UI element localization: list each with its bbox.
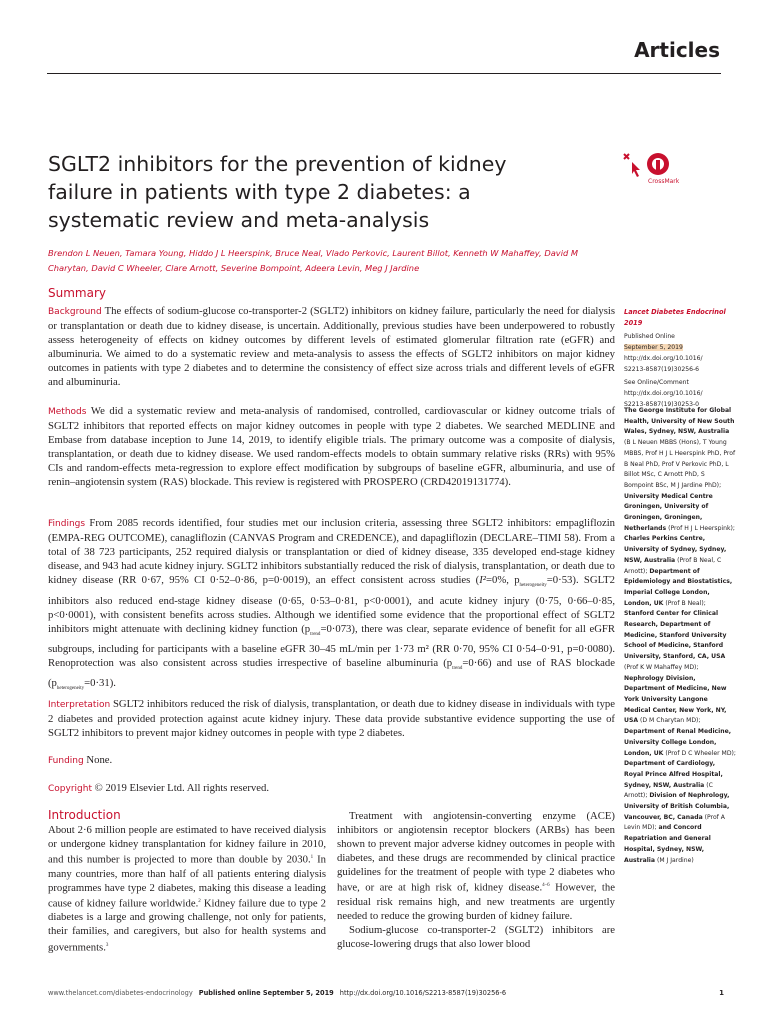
sub-heterogeneity-2: heterogeneity <box>56 686 85 692</box>
findings-text-c: =0·53). SGLT2 inhibitors also reduced end-stage kidney disease (0·65, 0·53–0·81, p<0·0001), and acute kidney injury (0·75, 0·66–0·85, p<0·0001), with consistent benefits across studies. Although we identified some evidence that the proportional effect of SGLT2 inhibitors might attenuate with declining kidney function (p <box>48 574 615 635</box>
footer-published: Published online September 5, 2019 <box>198 989 334 997</box>
page-number: 1 <box>719 989 724 997</box>
crossmark-label: CrossMark <box>648 178 680 185</box>
interpretation-label: Interpretation <box>48 700 111 710</box>
abstract-copyright <box>48 781 615 796</box>
copyright-text: © 2019 Elsevier Ltd. All rights reserved. <box>94 782 269 794</box>
findings-label: Findings <box>48 519 86 529</box>
footer-doi[interactable]: http://dx.doi.org/10.1016/S2213-8587(19)30256-6 <box>339 989 507 997</box>
intro-paragraph-2: Treatment with angiotensin-converting enzyme (ACE) inhibitors or angiotensin receptor blockers (ARBs) has been shown to prevent major adverse kidney outcomes in people with diabetes, and these drugs are recommended by clinical practice guidelines for the treatment of people with type 2 diabetes who have, or are at high risk of, kidney disease.$^{4-6}$ However, the residual risk remains high, and new treatments are urgently needed to reduce the growing burden of kidney failure. <box>337 810 615 922</box>
journal-citation: Lancet Diabetes Endocrinol 2019 <box>624 308 726 327</box>
abstract-findings <box>48 516 615 697</box>
doi-link-2[interactable]: http://dx.doi.org/10.1016/ <box>624 389 703 397</box>
background-label: Background <box>48 307 102 317</box>
sidebar-publication-info <box>624 307 736 410</box>
abstract-methods <box>48 404 615 490</box>
sidebar-affiliations <box>624 406 736 866</box>
doi-link-1b[interactable]: S2213-8587(19)30256-6 <box>624 365 700 373</box>
sub-heterogeneity: heterogeneity <box>519 583 547 589</box>
findings-text-e: =0·66) and use of RAS blockade (p <box>48 657 615 690</box>
footer-url[interactable]: www.thelancet.com/diabetes-endocrinology <box>48 989 193 997</box>
findings-text-f: =0·31). <box>84 677 116 690</box>
sub-trend: trend <box>310 631 321 637</box>
intro-paragraph-3: Sodium-glucose co-transporter-2 (SGLT2) inhibitors are glucose-lowering drugs that also lower blood <box>337 923 615 950</box>
doi-link-2b[interactable]: S2213-8587(19)30253-0 <box>624 400 700 408</box>
intro-column-left <box>48 823 326 954</box>
section-label: Articles <box>634 38 720 62</box>
affiliation-list: The George Institute for Global Health, University of New South Wales, Sydney, NSW, Australia (B L Neuen MBBS (Hons), T Young MBBS, Prof H J L Heerspink PhD, Prof B Neal PhD, Prof V Perkovic PhD, L Billot MSc, C Arnott PhD, S Bompoint BSc, M J Jardine PhD); University Medical Centre Groningen, University of Groningen, Groningen, Netherlands (Prof H J L Heerspink); Charles Perkins Centre, University of Sydney, Sydney, NSW, Australia (Prof B Neal, C Arnott); Department of Epidemiology and Biostatistics, Imperial College London, London, UK (Prof B Neal); Stanford Center for Clinical Research, Department of Medicine, Stanford University School of Medicine, Stanford University, Stanford, CA, USA (Prof K W Mahaffey MD); Nephrology Division, Department of Medicine, New York University Langone Medical Center, New York, NY, USA (D M Charytan MD); Department of Renal Medicine, University College London, London, UK (Prof D C Wheeler MD); Department of Cardiology, Royal Prince Alfred Hospital, Sydney, NSW, Australia (C Arnott); Division of Nephrology, University of British Columbia, Vancouver, BC, Canada (Prof A Levin MD); and Concord Repatriation and General Hospital, Sydney, NSW, Australia (M J Jardine) <box>624 407 736 864</box>
findings-text-a: From 2085 records identified, four studies met our inclusion criteria, assessing three SGLT2 inhibitors: empagliflozin (EMPA-REG OUTCOME), canagliflozin (CANVAS Program and CREDENCE), and dapagliflozin (DECLARE–TIMI 58). From a total of 38 723 participants, 252 required dialysis or transplantation or died of kidney disease, 335 developed end-stage kidney disease, and 943 had acute kidney injury. SGLT2 inhibitors substantially reduced the risk of dialysis, transplantation, or death due to kidney disease (RR 0·67, 95% CI 0·52–0·86, p=0·0019), an effect consistent across studies ( <box>48 517 616 587</box>
published-date: September 5, 2019 <box>624 344 683 352</box>
page-footer <box>48 989 728 997</box>
see-online-comment: See Online/Comment <box>624 379 689 387</box>
sub-trend-2: trend <box>452 666 463 672</box>
author-list: Brendon L Neuen, Tamara Young, Hiddo J L Heerspink, Bruce Neal, Vlado Perkovic, Laurent Billot, Kenneth W Mahaffey, David M Charytan, David C Wheeler, Clare Arnott, Severine Bompoint, Adeera Levin, Meg J Jardine <box>48 248 579 273</box>
methods-text: We did a systematic review and meta-analysis of randomised, controlled, cardiovascular or kidney outcome trials of SGLT2 inhibitors that reported effects on major kidney outcomes in people with type 2 diabetes. We searched MEDLINE and Embase from database inception to June 14, 2019, to identify eligible trials. The primary outcome was a composite of dialysis, transplantation, or death due to kidney disease. We used random-effects models to obtain summary relative risks (RRs) with 95% CIs and random-effects meta-regression to explore effect modification by subgroups of baseline eGFR, albuminuria, and use of renin–angiotensin system (RAS) blockade. This review is registered with PROSPERO (CRD42019131774). <box>48 405 615 489</box>
funding-text: None. <box>86 754 113 766</box>
intro-column-right <box>337 809 615 951</box>
findings-text-b: =0%, p <box>485 574 520 587</box>
summary-heading: Summary <box>48 286 106 300</box>
i-squared: I² <box>479 574 486 587</box>
background-text: The effects of sodium-glucose co-transporter-2 (SGLT2) inhibitors on kidney failure, particularly the need for dialysis or transplantation or death due to kidney disease, is uncertain. Additionally, previous studies have been underpowered to robustly assess heterogeneity of effects on kidney outcomes by different levels of estimated glomerular filtration rate (eGFR) and albuminuria. We aimed to do a systematic review and meta-analysis to assess the effects of SGLT2 inhibitors on major kidney outcomes in patients with type 2 diabetes and to determine the consistency of effect size across trials and different levels of eGFR and albuminuria. <box>48 305 615 389</box>
introduction-heading: Introduction <box>48 808 121 822</box>
findings-text-d: =0·073), there was clear, separate evidence of benefit for all eGFR subgroups, including for participants with a baseline eGFR 30–45 mL/min per 1·73 m² (RR 0·70, 95% CI 0·54–0·91, p=0·0080). Renoprotection was also consistent across studies irrespective of baseline albuminuria (p <box>48 622 615 670</box>
abstract-background <box>48 304 615 390</box>
copyright-label: Copyright <box>48 784 92 794</box>
abstract-funding <box>48 753 615 768</box>
interpretation-text: SGLT2 inhibitors reduced the risk of dialysis, transplantation, or death due to kidney disease in individuals with type 2 diabetes and provided protection against acute kidney injury. These data provide substantive evidence supporting the use of SGLT2 inhibitors to prevent major kidney outcomes in people with type 2 diabetes. <box>48 698 615 740</box>
header-rule <box>47 73 721 74</box>
article-title: SGLT2 inhibitors for the prevention of kidney failure in patients with type 2 diabetes: a systematic review and meta-analysis <box>48 152 507 232</box>
methods-label: Methods <box>48 407 87 417</box>
doi-link-1[interactable]: http://dx.doi.org/10.1016/ <box>624 354 703 362</box>
intro-paragraph-1: About 2·6 million people are estimated to have received dialysis or undergone kidney transplantation for kidney failure in 2010, and this number is projected to more than double by 2030.$^1$ In many countries, more than half of all patients entering dialysis programmes have type 2 diabetes, making this disease a leading cause of kidney failure worldwide.$^2$ Kidney failure due to type 2 diabetes is a large and growing challenge, not only for patients, their families, and caregivers, but also for health systems and governments.$^3$ <box>48 824 326 954</box>
published-label: Published Online <box>624 333 675 341</box>
funding-label: Funding <box>48 756 84 766</box>
abstract-interpretation <box>48 697 615 740</box>
